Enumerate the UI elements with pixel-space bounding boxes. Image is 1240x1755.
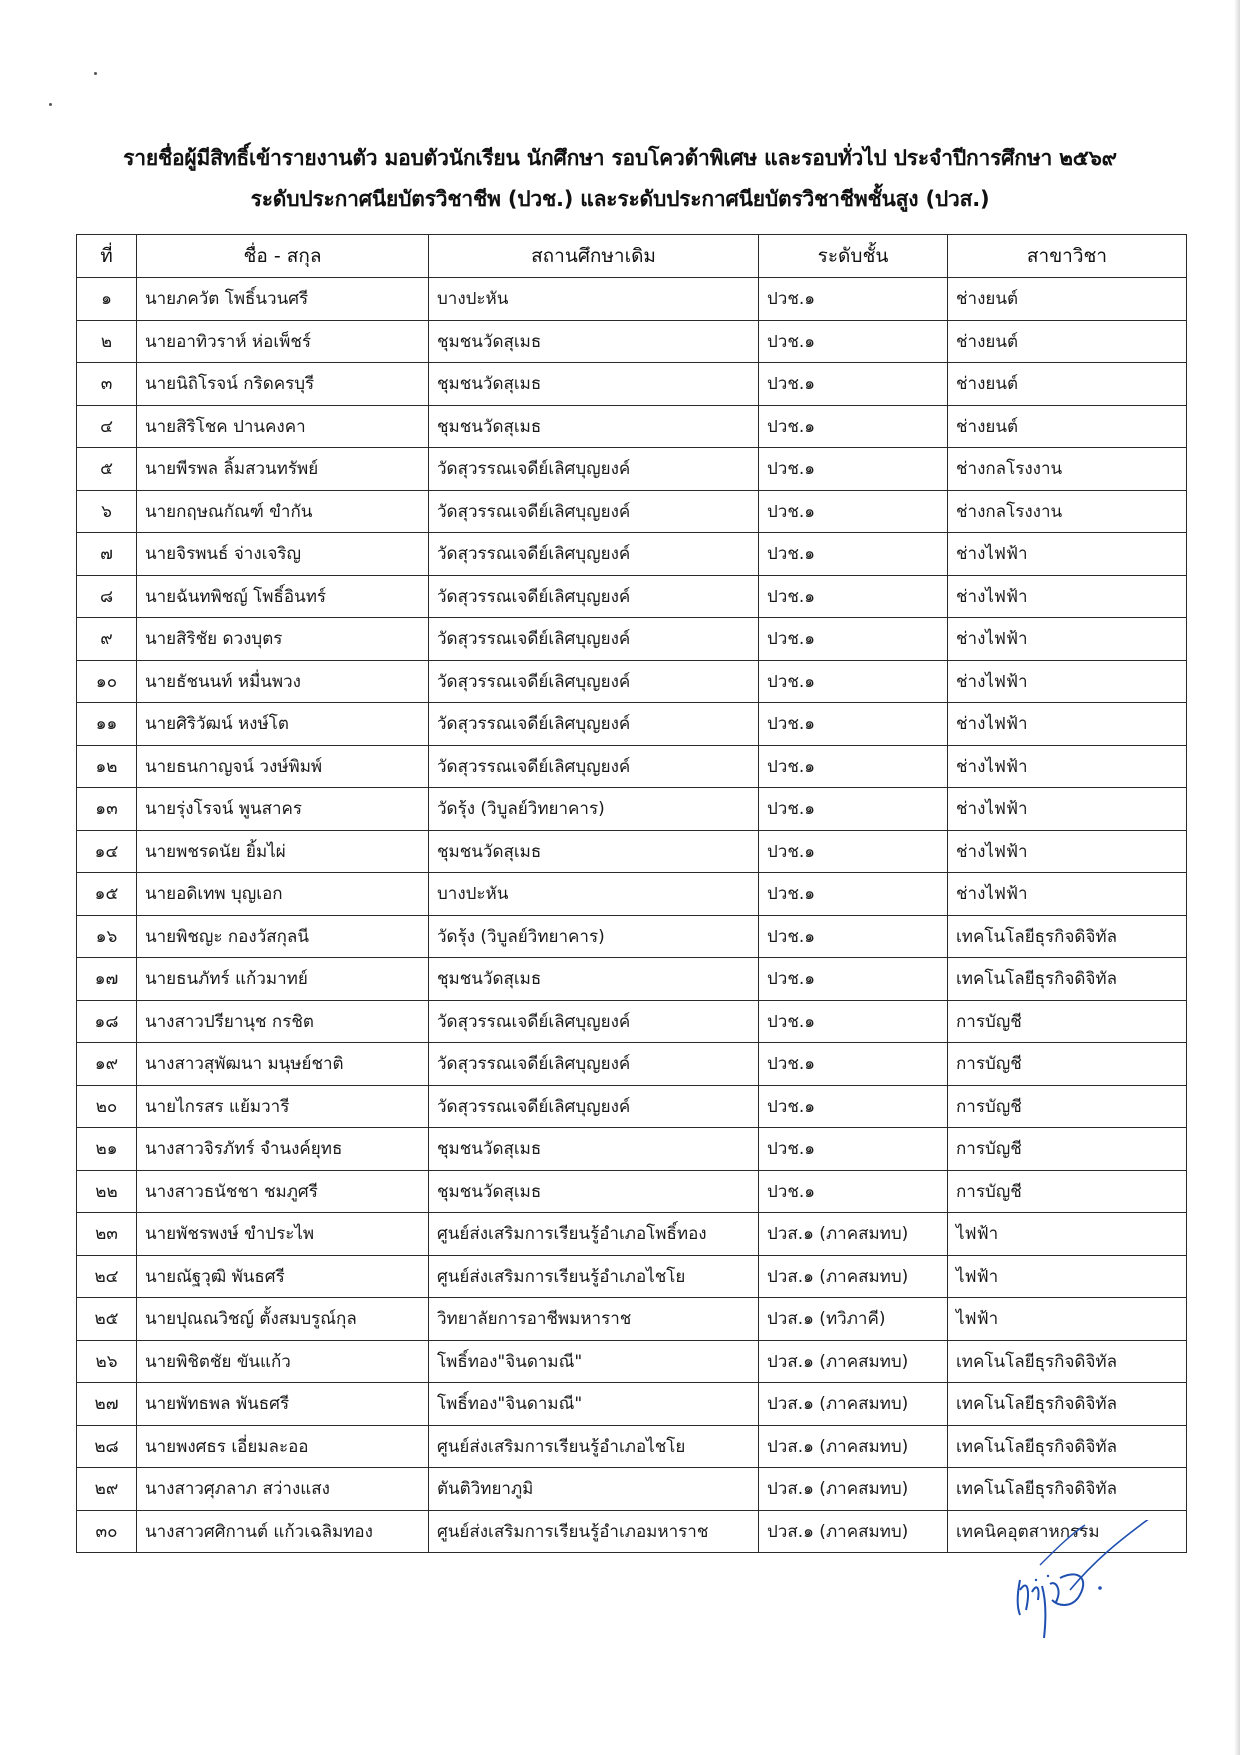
- previous-school-cell: ชุมชนวัดสุเมธ: [429, 958, 759, 1001]
- previous-school-cell: วิทยาลัยการอาชีพมหาราช: [429, 1298, 759, 1341]
- major-cell: ช่างยนต์: [948, 363, 1187, 406]
- student-name-cell: นายอดิเทพ บุญเอก: [137, 873, 429, 916]
- major-cell: ช่างไฟฟ้า: [948, 533, 1187, 576]
- row-number-cell: ๑๒: [77, 745, 137, 788]
- table-row: [77, 575, 1187, 618]
- table-row: [77, 1468, 1187, 1511]
- table-row: [77, 1255, 1187, 1298]
- previous-school-cell: วัดสุวรรณเจดีย์เลิศบุญยงค์: [429, 745, 759, 788]
- major-cell: เทคโนโลยีธุรกิจดิจิทัล: [948, 915, 1187, 958]
- class-level-cell: ปวส.๑ (ภาคสมทบ): [759, 1425, 948, 1468]
- class-level-cell: ปวช.๑: [759, 1170, 948, 1213]
- table-row: [77, 448, 1187, 491]
- row-number-cell: ๓๐: [77, 1510, 137, 1553]
- major-cell: ช่างไฟฟ้า: [948, 873, 1187, 916]
- student-name-cell: นายภควัต โพธิ์นวนศรี: [137, 278, 429, 321]
- class-level-cell: ปวส.๑ (ภาคสมทบ): [759, 1255, 948, 1298]
- student-name-cell: นายพีรพล ลิ้มสวนทรัพย์: [137, 448, 429, 491]
- table-row: [77, 958, 1187, 1001]
- row-number-cell: ๒๙: [77, 1468, 137, 1511]
- student-name-cell: นายปุณณวิชญ์ ตั้งสมบรูณ์กุล: [137, 1298, 429, 1341]
- document-title: รายชื่อผู้มีสิทธิ์เข้ารายงานตัว มอบตัวนักเรียน นักศึกษา รอบโควต้าพิเศษ และรอบทั่วไป ประจำปีการศึกษา ๒๕๖๙: [123, 146, 1117, 170]
- previous-school-cell: วัดสุวรรณเจดีย์เลิศบุญยงค์: [429, 533, 759, 576]
- previous-school-cell: ชุมชนวัดสุเมธ: [429, 363, 759, 406]
- class-level-cell: ปวช.๑: [759, 830, 948, 873]
- table-row: [77, 873, 1187, 916]
- table-row: [77, 533, 1187, 576]
- previous-school-cell: ศูนย์ส่งเสริมการเรียนรู้อำเภอไชโย: [429, 1425, 759, 1468]
- class-level-cell: ปวช.๑: [759, 618, 948, 661]
- header-major: สาขาวิชา: [948, 235, 1187, 278]
- previous-school-cell: ตันติวิทยาภูมิ: [429, 1468, 759, 1511]
- student-name-cell: นายจิรพนธ์ จ่างเจริญ: [137, 533, 429, 576]
- major-cell: การบัญชี: [948, 1043, 1187, 1086]
- table-row: [77, 703, 1187, 746]
- class-level-cell: ปวส.๑ (ภาคสมทบ): [759, 1383, 948, 1426]
- class-level-cell: ปวช.๑: [759, 1128, 948, 1171]
- table-row: [77, 363, 1187, 406]
- table-row: [77, 915, 1187, 958]
- previous-school-cell: ชุมชนวัดสุเมธ: [429, 405, 759, 448]
- major-cell: การบัญชี: [948, 1000, 1187, 1043]
- previous-school-cell: ชุมชนวัดสุเมธ: [429, 830, 759, 873]
- row-number-cell: ๑๖: [77, 915, 137, 958]
- table-header-row: [77, 235, 1187, 278]
- row-number-cell: ๒: [77, 320, 137, 363]
- previous-school-cell: โพธิ์ทอง"จินดามณี": [429, 1383, 759, 1426]
- student-name-cell: นายณัฐวุฒิ พันธศรี: [137, 1255, 429, 1298]
- major-cell: การบัญชี: [948, 1170, 1187, 1213]
- table-row: [77, 1085, 1187, 1128]
- class-level-cell: ปวส.๑ (ทวิภาคี): [759, 1298, 948, 1341]
- student-name-cell: นายธนกาญจน์ วงษ์พิมพ์: [137, 745, 429, 788]
- row-number-cell: ๑๓: [77, 788, 137, 831]
- previous-school-cell: ศูนย์ส่งเสริมการเรียนรู้อำเภอมหาราช: [429, 1510, 759, 1553]
- student-name-cell: นายพิชญะ กองวัสกุลนี: [137, 915, 429, 958]
- row-number-cell: ๖: [77, 490, 137, 533]
- student-name-cell: นายสิริชัย ดวงบุตร: [137, 618, 429, 661]
- row-number-cell: ๒๔: [77, 1255, 137, 1298]
- student-name-cell: นายธัชนนท์ หมื่นพวง: [137, 660, 429, 703]
- row-number-cell: ๑๑: [77, 703, 137, 746]
- major-cell: เทคโนโลยีธุรกิจดิจิทัล: [948, 958, 1187, 1001]
- class-level-cell: ปวช.๑: [759, 405, 948, 448]
- student-name-cell: นายธนภัทร์ แก้วมาทย์: [137, 958, 429, 1001]
- table-row: [77, 1170, 1187, 1213]
- row-number-cell: ๕: [77, 448, 137, 491]
- row-number-cell: ๒๕: [77, 1298, 137, 1341]
- major-cell: ช่างยนต์: [948, 320, 1187, 363]
- class-level-cell: ปวช.๑: [759, 703, 948, 746]
- major-cell: ช่างยนต์: [948, 278, 1187, 321]
- previous-school-cell: วัดสุวรรณเจดีย์เลิศบุญยงค์: [429, 448, 759, 491]
- major-cell: ช่างไฟฟ้า: [948, 575, 1187, 618]
- previous-school-cell: ศูนย์ส่งเสริมการเรียนรู้อำเภอไชโย: [429, 1255, 759, 1298]
- row-number-cell: ๒๒: [77, 1170, 137, 1213]
- class-level-cell: ปวช.๑: [759, 1085, 948, 1128]
- major-cell: ช่างไฟฟ้า: [948, 788, 1187, 831]
- class-level-cell: ปวช.๑: [759, 873, 948, 916]
- table-row: [77, 278, 1187, 321]
- signature-icon: [1000, 1520, 1160, 1640]
- major-cell: ช่างกลโรงงาน: [948, 448, 1187, 491]
- class-level-cell: ปวช.๑: [759, 363, 948, 406]
- row-number-cell: ๑๙: [77, 1043, 137, 1086]
- major-cell: ช่างไฟฟ้า: [948, 830, 1187, 873]
- table-row: [77, 660, 1187, 703]
- class-level-cell: ปวส.๑ (ภาคสมทบ): [759, 1213, 948, 1256]
- previous-school-cell: วัดรุ้ง (วิบูลย์วิทยาคาร): [429, 788, 759, 831]
- previous-school-cell: วัดสุวรรณเจดีย์เลิศบุญยงค์: [429, 1043, 759, 1086]
- major-cell: เทคนิคอุตสาหกรรม: [948, 1510, 1187, 1553]
- major-cell: ช่างไฟฟ้า: [948, 703, 1187, 746]
- table-row: [77, 1298, 1187, 1341]
- previous-school-cell: วัดสุวรรณเจดีย์เลิศบุญยงค์: [429, 618, 759, 661]
- document-subtitle: ระดับประกาศนียบัตรวิชาชีพ (ปวช.) และระดับประกาศนียบัตรวิชาชีพชั้นสูง (ปวส.): [250, 187, 990, 211]
- class-level-cell: ปวส.๑ (ภาคสมทบ): [759, 1510, 948, 1553]
- row-number-cell: ๒๗: [77, 1383, 137, 1426]
- student-name-cell: นายพชรดนัย ยิ้มไผ่: [137, 830, 429, 873]
- major-cell: การบัญชี: [948, 1128, 1187, 1171]
- student-name-cell: นายสิริโชค ปานคงคา: [137, 405, 429, 448]
- student-name-cell: นายพิชิตชัย ขันแก้ว: [137, 1340, 429, 1383]
- major-cell: ไฟฟ้า: [948, 1213, 1187, 1256]
- class-level-cell: ปวช.๑: [759, 660, 948, 703]
- major-cell: ไฟฟ้า: [948, 1298, 1187, 1341]
- class-level-cell: ปวช.๑: [759, 575, 948, 618]
- table-row: [77, 830, 1187, 873]
- header-level: ระดับชั้น: [759, 235, 948, 278]
- class-level-cell: ปวช.๑: [759, 1000, 948, 1043]
- student-name-cell: นายพัชรพงษ์ ขำประไพ: [137, 1213, 429, 1256]
- scan-edge-shadow: [1234, 0, 1240, 1755]
- row-number-cell: ๑: [77, 278, 137, 321]
- student-name-cell: นางสาวธนัชชา ชมภูศรี: [137, 1170, 429, 1213]
- major-cell: การบัญชี: [948, 1085, 1187, 1128]
- table-row: [77, 1000, 1187, 1043]
- major-cell: ช่างยนต์: [948, 405, 1187, 448]
- student-name-cell: นางสาวปรียานุช กรชิต: [137, 1000, 429, 1043]
- previous-school-cell: ชุมชนวัดสุเมธ: [429, 320, 759, 363]
- previous-school-cell: วัดสุวรรณเจดีย์เลิศบุญยงค์: [429, 575, 759, 618]
- previous-school-cell: ศูนย์ส่งเสริมการเรียนรู้อำเภอโพธิ์ทอง: [429, 1213, 759, 1256]
- row-number-cell: ๑๘: [77, 1000, 137, 1043]
- class-level-cell: ปวช.๑: [759, 278, 948, 321]
- major-cell: ช่างกลโรงงาน: [948, 490, 1187, 533]
- student-name-cell: นางสาวจิรภัทร์ จำนงค์ยุทธ: [137, 1128, 429, 1171]
- student-name-cell: นายพัทธพล พันธศรี: [137, 1383, 429, 1426]
- student-name-cell: นางสาวศศิกานต์ แก้วเฉลิมทอง: [137, 1510, 429, 1553]
- previous-school-cell: วัดสุวรรณเจดีย์เลิศบุญยงค์: [429, 1000, 759, 1043]
- major-cell: เทคโนโลยีธุรกิจดิจิทัล: [948, 1340, 1187, 1383]
- table-row: [77, 1340, 1187, 1383]
- scan-speck: [49, 103, 52, 106]
- major-cell: ช่างไฟฟ้า: [948, 745, 1187, 788]
- row-number-cell: ๑๔: [77, 830, 137, 873]
- previous-school-cell: วัดสุวรรณเจดีย์เลิศบุญยงค์: [429, 490, 759, 533]
- class-level-cell: ปวช.๑: [759, 533, 948, 576]
- student-name-cell: นายพงศธร เอี่ยมละออ: [137, 1425, 429, 1468]
- class-level-cell: ปวส.๑ (ภาคสมทบ): [759, 1468, 948, 1511]
- student-name-cell: นายอาทิวราห์ ห่อเพ็ชร์: [137, 320, 429, 363]
- student-name-cell: นายกฤษณกัณฑ์ ขำกัน: [137, 490, 429, 533]
- student-name-cell: นางสาวสุพัฒนา มนุษย์ชาติ: [137, 1043, 429, 1086]
- row-number-cell: ๒๘: [77, 1425, 137, 1468]
- class-level-cell: ปวช.๑: [759, 448, 948, 491]
- table-row: [77, 490, 1187, 533]
- row-number-cell: ๑๕: [77, 873, 137, 916]
- previous-school-cell: บางปะหัน: [429, 278, 759, 321]
- major-cell: ไฟฟ้า: [948, 1255, 1187, 1298]
- table-row: [77, 745, 1187, 788]
- previous-school-cell: บางปะหัน: [429, 873, 759, 916]
- row-number-cell: ๑๐: [77, 660, 137, 703]
- row-number-cell: ๒๐: [77, 1085, 137, 1128]
- table-row: [77, 1128, 1187, 1171]
- previous-school-cell: โพธิ์ทอง"จินดามณี": [429, 1340, 759, 1383]
- major-cell: เทคโนโลยีธุรกิจดิจิทัล: [948, 1468, 1187, 1511]
- major-cell: เทคโนโลยีธุรกิจดิจิทัล: [948, 1425, 1187, 1468]
- row-number-cell: ๘: [77, 575, 137, 618]
- major-cell: ช่างไฟฟ้า: [948, 618, 1187, 661]
- row-number-cell: ๓: [77, 363, 137, 406]
- row-number-cell: ๒๓: [77, 1213, 137, 1256]
- previous-school-cell: ชุมชนวัดสุเมธ: [429, 1128, 759, 1171]
- student-name-cell: นายไกรสร แย้มวารี: [137, 1085, 429, 1128]
- class-level-cell: ปวช.๑: [759, 788, 948, 831]
- row-number-cell: ๒๑: [77, 1128, 137, 1171]
- class-level-cell: ปวช.๑: [759, 1043, 948, 1086]
- row-number-cell: ๙: [77, 618, 137, 661]
- class-level-cell: ปวช.๑: [759, 320, 948, 363]
- table-row: [77, 1043, 1187, 1086]
- class-level-cell: ปวช.๑: [759, 915, 948, 958]
- student-name-cell: นายนิถิโรจน์ กริดครบุรี: [137, 363, 429, 406]
- header-previous-school: สถานศึกษาเดิม: [429, 235, 759, 278]
- header-number: ที่: [77, 235, 137, 278]
- table-row: [77, 405, 1187, 448]
- row-number-cell: ๑๗: [77, 958, 137, 1001]
- table-row: [77, 1383, 1187, 1426]
- table-row: [77, 1425, 1187, 1468]
- previous-school-cell: วัดสุวรรณเจดีย์เลิศบุญยงค์: [429, 703, 759, 746]
- student-name-cell: นายฉันทพิชญ์ โพธิ์อินทร์: [137, 575, 429, 618]
- major-cell: ช่างไฟฟ้า: [948, 660, 1187, 703]
- class-level-cell: ปวช.๑: [759, 745, 948, 788]
- previous-school-cell: วัดสุวรรณเจดีย์เลิศบุญยงค์: [429, 660, 759, 703]
- row-number-cell: ๒๖: [77, 1340, 137, 1383]
- class-level-cell: ปวช.๑: [759, 490, 948, 533]
- table-row: [77, 320, 1187, 363]
- class-level-cell: ปวช.๑: [759, 958, 948, 1001]
- row-number-cell: ๔: [77, 405, 137, 448]
- table-row: [77, 618, 1187, 661]
- header-name: ชื่อ - สกุล: [137, 235, 429, 278]
- student-name-cell: นายศิริวัฒน์ หงษ์โต: [137, 703, 429, 746]
- class-level-cell: ปวส.๑ (ภาคสมทบ): [759, 1340, 948, 1383]
- table-row: [77, 788, 1187, 831]
- previous-school-cell: วัดสุวรรณเจดีย์เลิศบุญยงค์: [429, 1085, 759, 1128]
- previous-school-cell: ชุมชนวัดสุเมธ: [429, 1170, 759, 1213]
- student-name-cell: นายรุ่งโรจน์ พูนสาคร: [137, 788, 429, 831]
- student-list-table: [76, 234, 1187, 1553]
- scan-speck: [94, 72, 97, 75]
- student-name-cell: นางสาวศุภลาภ สว่างแสง: [137, 1468, 429, 1511]
- table-row: [77, 1213, 1187, 1256]
- row-number-cell: ๗: [77, 533, 137, 576]
- previous-school-cell: วัดรุ้ง (วิบูลย์วิทยาคาร): [429, 915, 759, 958]
- major-cell: เทคโนโลยีธุรกิจดิจิทัล: [948, 1383, 1187, 1426]
